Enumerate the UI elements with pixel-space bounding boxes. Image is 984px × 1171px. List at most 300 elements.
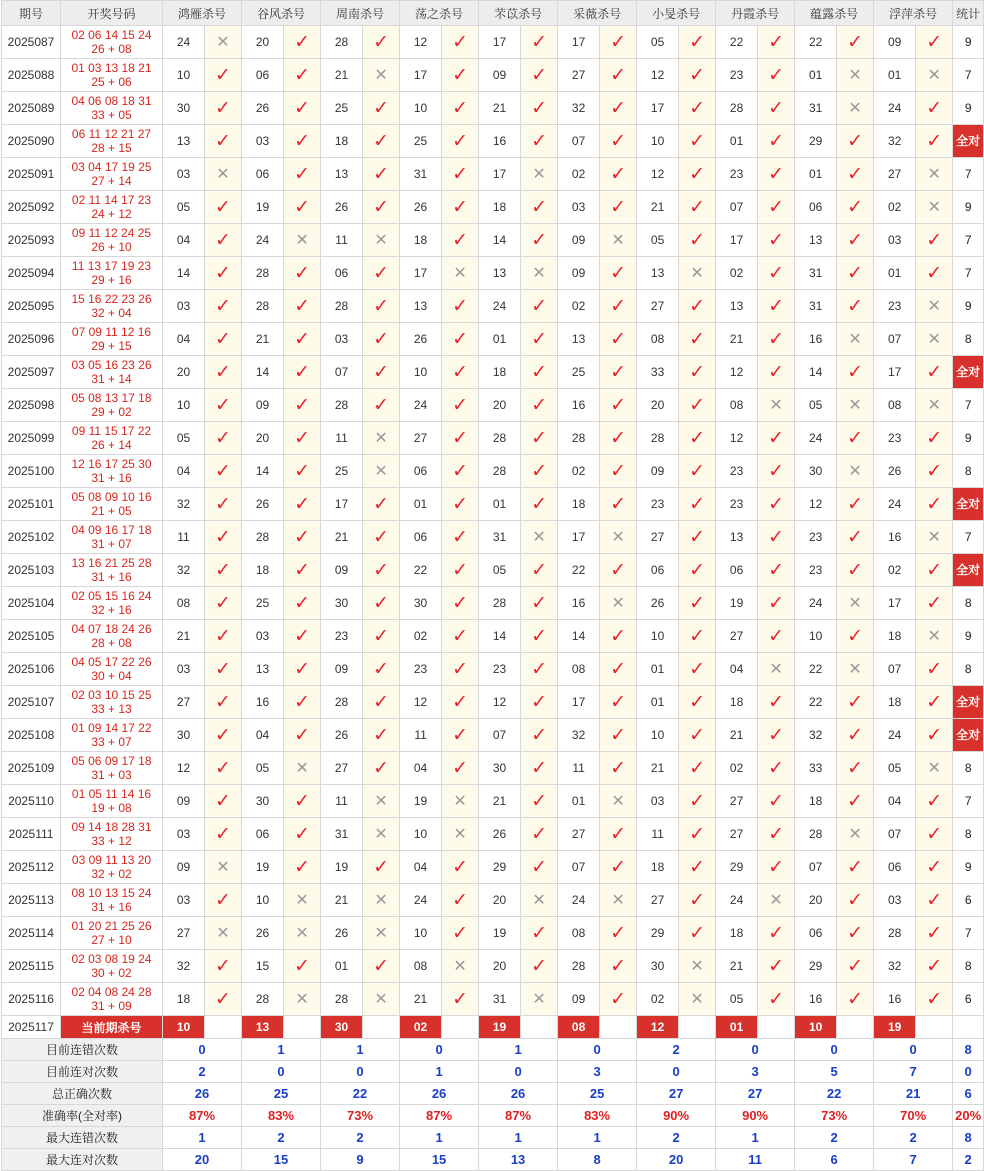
result-mark — [758, 92, 795, 125]
result-mark — [837, 785, 874, 818]
summary-value: 1 — [716, 1127, 795, 1149]
draw-numbers-cell — [61, 455, 163, 488]
kill-number: 09 — [479, 59, 521, 92]
kill-number: 10 — [163, 389, 205, 422]
kill-number: 23 — [874, 290, 916, 323]
kill-number: 01 — [795, 59, 837, 92]
check-icon: ✓ — [610, 394, 627, 416]
kill-number: 17 — [400, 59, 442, 92]
check-icon: ✓ — [452, 724, 469, 746]
stat-cell — [953, 719, 984, 752]
stat-cell: 9 — [953, 290, 984, 323]
kill-number: 28 — [716, 92, 758, 125]
kill-number: 22 — [716, 26, 758, 59]
all-pass-badge: 全对 — [953, 686, 983, 718]
summary-value: 0 — [163, 1039, 242, 1061]
stat-cell: 8 — [953, 752, 984, 785]
cross-icon: ✕ — [374, 791, 388, 810]
draw-main-numbers: 11 13 17 19 23 — [71, 259, 152, 273]
period-cell: 2025092 — [2, 191, 61, 224]
kill-number: 02 — [558, 290, 600, 323]
summary-value: 2 — [321, 1127, 400, 1149]
result-mark — [363, 653, 400, 686]
result-mark — [363, 785, 400, 818]
kill-number: 24 — [558, 884, 600, 917]
kill-number: 22 — [795, 26, 837, 59]
kill-number: 17 — [874, 356, 916, 389]
kill-number: 10 — [637, 620, 679, 653]
check-icon: ✓ — [215, 295, 231, 317]
period-cell: 2025116 — [2, 983, 61, 1016]
result-mark — [758, 620, 795, 653]
kill-number: 18 — [716, 686, 758, 719]
check-icon: ✓ — [531, 493, 548, 515]
result-mark — [916, 26, 953, 59]
result-mark — [837, 158, 874, 191]
check-icon: ✓ — [847, 922, 864, 944]
summary-value: 0 — [637, 1061, 716, 1083]
kill-number: 01 — [637, 686, 679, 719]
summary-value: 0 — [400, 1039, 479, 1061]
result-mark — [521, 950, 558, 983]
result-mark — [916, 356, 953, 389]
table-row — [2, 950, 984, 983]
current-kill-cell — [716, 1016, 758, 1039]
result-mark — [679, 752, 716, 785]
kill-number: 32 — [874, 950, 916, 983]
cross-icon: ✕ — [848, 65, 862, 84]
result-mark — [442, 455, 479, 488]
current-kill-spacer — [600, 1016, 637, 1039]
kill-number: 28 — [637, 422, 679, 455]
draw-bonus-numbers: 31 + 03 — [91, 768, 132, 782]
kill-number: 27 — [716, 620, 758, 653]
kill-number: 21 — [321, 521, 363, 554]
kill-number: 32 — [163, 488, 205, 521]
result-mark — [679, 620, 716, 653]
result-mark — [284, 719, 321, 752]
check-icon: ✓ — [847, 526, 864, 548]
result-mark — [916, 653, 953, 686]
check-icon: ✓ — [926, 955, 943, 977]
result-mark — [205, 59, 242, 92]
cross-icon: ✕ — [848, 395, 862, 414]
check-icon: ✓ — [847, 361, 864, 383]
result-mark — [758, 554, 795, 587]
kill-number: 03 — [874, 224, 916, 257]
result-mark — [758, 521, 795, 554]
check-icon: ✓ — [768, 196, 785, 218]
check-icon: ✓ — [768, 130, 785, 152]
current-kill-spacer — [363, 1016, 400, 1039]
result-mark — [758, 356, 795, 389]
cross-icon: ✕ — [453, 263, 467, 282]
cross-icon: ✕ — [532, 263, 546, 282]
kill-number: 18 — [874, 686, 916, 719]
kill-number: 12 — [716, 356, 758, 389]
result-mark — [758, 851, 795, 884]
header-expert-4: 芣苡杀号 — [479, 1, 558, 26]
result-mark — [916, 686, 953, 719]
summary-stat: 0 — [953, 1061, 984, 1083]
check-icon: ✓ — [531, 625, 548, 647]
result-mark — [284, 92, 321, 125]
check-icon: ✓ — [294, 163, 310, 185]
draw-bonus-numbers: 33 + 05 — [91, 108, 132, 122]
kill-number: 21 — [242, 323, 284, 356]
check-icon: ✓ — [294, 31, 310, 53]
summary-label: 总正确次数 — [2, 1083, 163, 1105]
result-mark — [679, 983, 716, 1016]
check-icon: ✓ — [768, 64, 785, 86]
summary-value: 90% — [716, 1105, 795, 1127]
kill-number: 05 — [242, 752, 284, 785]
draw-bonus-numbers: 32 + 16 — [91, 603, 132, 617]
result-mark — [600, 818, 637, 851]
table-row — [2, 224, 984, 257]
check-icon: ✓ — [768, 229, 785, 251]
kill-number: 22 — [558, 554, 600, 587]
kill-number: 23 — [637, 488, 679, 521]
kill-number: 19 — [242, 191, 284, 224]
result-mark — [284, 587, 321, 620]
check-icon: ✓ — [689, 757, 706, 779]
result-mark — [521, 587, 558, 620]
period-cell: 2025100 — [2, 455, 61, 488]
kill-number: 21 — [479, 92, 521, 125]
check-icon: ✓ — [373, 328, 389, 350]
summary-value: 0 — [321, 1061, 400, 1083]
cross-icon: ✕ — [927, 329, 941, 348]
table-row — [2, 59, 984, 92]
result-mark — [442, 884, 479, 917]
check-icon: ✓ — [610, 295, 627, 317]
check-icon: ✓ — [926, 427, 943, 449]
result-mark — [837, 851, 874, 884]
kill-number: 21 — [716, 719, 758, 752]
period-cell: 2025093 — [2, 224, 61, 257]
check-icon: ✓ — [452, 757, 469, 779]
result-mark — [363, 191, 400, 224]
kill-number: 30 — [321, 587, 363, 620]
kill-number: 07 — [558, 125, 600, 158]
kill-number: 04 — [400, 752, 442, 785]
check-icon: ✓ — [768, 790, 785, 812]
current-kill-cell — [479, 1016, 521, 1039]
draw-main-numbers: 07 09 11 12 16 — [71, 325, 152, 339]
kill-number: 23 — [716, 488, 758, 521]
summary-value: 83% — [242, 1105, 321, 1127]
kill-number: 02 — [558, 158, 600, 191]
check-icon: ✓ — [689, 427, 706, 449]
result-mark — [363, 224, 400, 257]
check-icon: ✓ — [689, 691, 706, 713]
check-icon: ✓ — [610, 922, 627, 944]
draw-numbers-cell — [61, 521, 163, 554]
kill-number: 11 — [400, 719, 442, 752]
result-mark — [837, 191, 874, 224]
result-mark — [758, 950, 795, 983]
summary-value: 70% — [874, 1105, 953, 1127]
stat-cell: 9 — [953, 191, 984, 224]
draw-bonus-numbers: 32 + 02 — [91, 867, 132, 881]
check-icon: ✓ — [215, 691, 231, 713]
draw-bonus-numbers: 33 + 07 — [91, 735, 132, 749]
check-icon: ✓ — [610, 163, 627, 185]
table-row — [2, 488, 984, 521]
check-icon: ✓ — [689, 559, 706, 581]
summary-value: 13 — [479, 1149, 558, 1171]
header-row — [2, 1, 984, 26]
stat-cell: 6 — [953, 983, 984, 1016]
kill-number: 06 — [242, 818, 284, 851]
current-stat-spacer — [953, 1016, 984, 1039]
check-icon: ✓ — [768, 691, 785, 713]
result-mark — [758, 224, 795, 257]
draw-bonus-numbers: 26 + 10 — [91, 240, 132, 254]
result-mark — [363, 389, 400, 422]
check-icon: ✓ — [373, 394, 389, 416]
result-mark — [600, 26, 637, 59]
check-icon: ✓ — [610, 856, 627, 878]
kill-number: 26 — [400, 191, 442, 224]
kill-number: 09 — [242, 389, 284, 422]
result-mark — [442, 620, 479, 653]
check-icon: ✓ — [768, 592, 785, 614]
result-mark — [363, 521, 400, 554]
table-row — [2, 356, 984, 389]
check-icon: ✓ — [373, 97, 389, 119]
kill-number: 26 — [242, 92, 284, 125]
cross-icon: ✕ — [295, 230, 309, 249]
result-mark — [916, 950, 953, 983]
check-icon: ✓ — [452, 427, 469, 449]
summary-value: 20 — [163, 1149, 242, 1171]
period-cell: 2025095 — [2, 290, 61, 323]
stat-cell: 7 — [953, 785, 984, 818]
summary-value: 27 — [637, 1083, 716, 1105]
kill-number: 26 — [242, 488, 284, 521]
result-mark — [600, 356, 637, 389]
result-mark — [679, 884, 716, 917]
kill-number: 28 — [242, 521, 284, 554]
summary-value: 2 — [874, 1127, 953, 1149]
result-mark — [758, 26, 795, 59]
draw-bonus-numbers: 29 + 02 — [91, 405, 132, 419]
result-mark — [284, 26, 321, 59]
check-icon: ✓ — [373, 130, 389, 152]
summary-value: 21 — [874, 1083, 953, 1105]
draw-bonus-numbers: 31 + 16 — [91, 900, 132, 914]
result-mark — [363, 917, 400, 950]
stat-cell: 7 — [953, 521, 984, 554]
result-mark — [600, 917, 637, 950]
draw-numbers-cell — [61, 785, 163, 818]
kill-number: 08 — [637, 323, 679, 356]
summary-value: 73% — [321, 1105, 400, 1127]
check-icon: ✓ — [373, 592, 389, 614]
summary-stat: 8 — [953, 1039, 984, 1061]
current-kill-cell — [795, 1016, 837, 1039]
period-cell: 2025089 — [2, 92, 61, 125]
result-mark — [363, 455, 400, 488]
current-kill-spacer — [205, 1016, 242, 1039]
result-mark — [916, 92, 953, 125]
check-icon: ✓ — [926, 460, 943, 482]
result-mark — [284, 554, 321, 587]
check-icon: ✓ — [768, 262, 785, 284]
check-icon: ✓ — [610, 658, 627, 680]
kill-number: 01 — [874, 257, 916, 290]
kill-number: 21 — [400, 983, 442, 1016]
check-icon: ✓ — [215, 130, 231, 152]
check-icon: ✓ — [452, 856, 469, 878]
check-icon: ✓ — [294, 559, 310, 581]
draw-main-numbers: 09 14 18 28 31 — [71, 820, 152, 834]
result-mark — [205, 356, 242, 389]
check-icon: ✓ — [531, 823, 548, 845]
check-icon: ✓ — [847, 856, 864, 878]
result-mark — [600, 455, 637, 488]
all-pass-badge: 全对 — [953, 356, 983, 388]
kill-number: 01 — [874, 59, 916, 92]
table-row — [2, 323, 984, 356]
kill-number: 32 — [163, 554, 205, 587]
cross-icon: ✕ — [690, 956, 704, 975]
kill-number: 20 — [242, 26, 284, 59]
result-mark — [837, 59, 874, 92]
draw-main-numbers: 06 11 12 21 27 — [71, 127, 152, 141]
table-row — [2, 620, 984, 653]
result-mark — [837, 719, 874, 752]
result-mark — [363, 587, 400, 620]
summary-value: 5 — [795, 1061, 874, 1083]
summary-label: 目前连对次数 — [2, 1061, 163, 1083]
summary-value: 83% — [558, 1105, 637, 1127]
result-mark — [363, 488, 400, 521]
check-icon: ✓ — [768, 427, 785, 449]
check-icon: ✓ — [847, 130, 864, 152]
result-mark — [837, 950, 874, 983]
result-mark — [679, 92, 716, 125]
result-mark — [679, 653, 716, 686]
check-icon: ✓ — [768, 922, 785, 944]
kill-number: 20 — [795, 884, 837, 917]
draw-main-numbers: 09 11 12 24 25 — [71, 226, 152, 240]
draw-bonus-numbers: 26 + 14 — [91, 438, 132, 452]
result-mark — [600, 323, 637, 356]
result-mark — [442, 521, 479, 554]
check-icon: ✓ — [215, 64, 231, 86]
summary-stat: 8 — [953, 1127, 984, 1149]
result-mark — [442, 323, 479, 356]
kill-number: 09 — [163, 785, 205, 818]
check-icon: ✓ — [531, 97, 548, 119]
result-mark — [916, 455, 953, 488]
check-icon: ✓ — [294, 328, 310, 350]
check-icon: ✓ — [215, 757, 231, 779]
result-mark — [916, 158, 953, 191]
result-mark — [205, 950, 242, 983]
draw-numbers-cell — [61, 653, 163, 686]
result-mark — [679, 422, 716, 455]
draw-bonus-numbers: 31 + 16 — [91, 471, 132, 485]
result-mark — [679, 521, 716, 554]
check-icon: ✓ — [610, 64, 627, 86]
stat-cell — [953, 488, 984, 521]
kill-number: 14 — [163, 257, 205, 290]
result-mark — [600, 983, 637, 1016]
result-mark — [284, 851, 321, 884]
kill-number: 27 — [163, 917, 205, 950]
kill-number: 24 — [874, 92, 916, 125]
check-icon: ✓ — [689, 922, 706, 944]
result-mark — [916, 422, 953, 455]
kill-number: 27 — [637, 884, 679, 917]
kill-number: 04 — [874, 785, 916, 818]
result-mark — [600, 290, 637, 323]
result-mark — [205, 422, 242, 455]
result-mark — [205, 653, 242, 686]
kill-number: 28 — [242, 257, 284, 290]
check-icon: ✓ — [847, 559, 864, 581]
kill-number: 18 — [321, 125, 363, 158]
check-icon: ✓ — [531, 922, 548, 944]
kill-number: 07 — [321, 356, 363, 389]
current-kill-spacer — [284, 1016, 321, 1039]
check-icon: ✓ — [373, 658, 389, 680]
check-icon: ✓ — [531, 691, 548, 713]
result-mark — [284, 455, 321, 488]
kill-number: 16 — [242, 686, 284, 719]
summary-value: 9 — [321, 1149, 400, 1171]
kill-number: 23 — [321, 620, 363, 653]
result-mark — [205, 917, 242, 950]
result-mark — [521, 488, 558, 521]
check-icon: ✓ — [610, 625, 627, 647]
result-mark — [284, 950, 321, 983]
kill-number: 18 — [242, 554, 284, 587]
result-mark — [442, 653, 479, 686]
check-icon: ✓ — [452, 328, 469, 350]
check-icon: ✓ — [689, 196, 706, 218]
result-mark — [916, 785, 953, 818]
result-mark — [363, 554, 400, 587]
result-mark — [679, 455, 716, 488]
kill-number: 23 — [874, 422, 916, 455]
draw-numbers-cell — [61, 356, 163, 389]
result-mark — [521, 422, 558, 455]
kill-number: 27 — [716, 818, 758, 851]
check-icon: ✓ — [294, 526, 310, 548]
check-icon: ✓ — [294, 955, 310, 977]
result-mark — [837, 455, 874, 488]
cross-icon: ✕ — [848, 824, 862, 843]
check-icon: ✓ — [531, 460, 548, 482]
draw-main-numbers: 05 08 09 10 16 — [71, 490, 152, 504]
check-icon: ✓ — [847, 691, 864, 713]
check-icon: ✓ — [768, 328, 785, 350]
kill-number: 13 — [479, 257, 521, 290]
kill-number: 29 — [479, 851, 521, 884]
kill-number: 03 — [163, 653, 205, 686]
cross-icon: ✕ — [216, 857, 230, 876]
result-mark — [837, 290, 874, 323]
result-mark — [442, 92, 479, 125]
summary-value: 1 — [321, 1039, 400, 1061]
check-icon: ✓ — [768, 295, 785, 317]
result-mark — [363, 818, 400, 851]
